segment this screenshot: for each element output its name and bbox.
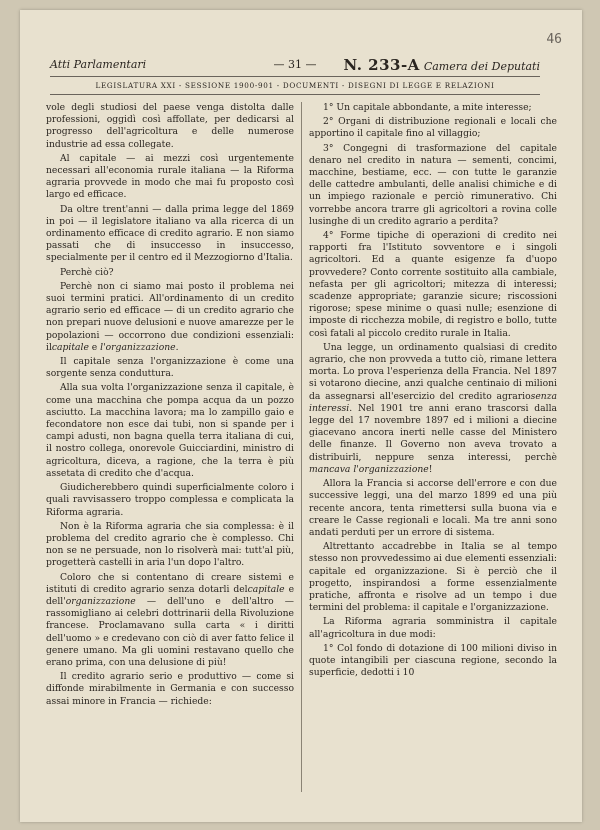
session-subheader: LEGISLATURA XXI - SESSIONE 1900-901 - DOCUMENTI - DISEGNI DI LEGGE E RELAZIONI xyxy=(95,81,495,90)
text-run: Perchè non ci siamo mai posto il problema nei suoi termini pratici. All'ordinamento di un credito agrario serio ed efficace — di un credito agrario che non prepari nuove delusioni e nuove amarezze per le popolazioni — occorrono due condizioni essenziali: il xyxy=(46,280,294,353)
text-run: Il capitale senza l'organizzazione è come una sorgente senza conduttura. xyxy=(46,356,294,380)
text-run: Alla sua volta l'organizzazione senza il capitale, è come una macchina che pompa acqua da un pozzo asciutto. La macchina lavora; ma lo zampillo gaio e fecondatore non esce dai tubi, non si spande per i campi adusti, non bagna quella terra italiana di cui, il nostro collega, onorevole Guicciardini, ministro di agricoltura, diceva, a ragione, che la terra è più assetata di credito che d'acqua. xyxy=(46,382,294,479)
header-right xyxy=(343,56,540,74)
text-run: e xyxy=(88,341,101,353)
text-run: Il credito agrario serio e produttivo — come si diffonde mirabilmente in Germania e con successo assai minore in Francia — richiede: xyxy=(46,671,294,707)
paragraph xyxy=(309,342,557,476)
paragraph xyxy=(46,572,294,670)
column-divider xyxy=(301,102,302,792)
handwritten-page-number: 46 xyxy=(546,32,562,47)
paragraph xyxy=(46,356,294,380)
text-run: Coloro che si contentano di creare sistemi e istituti di credito agrario senza dotarli del xyxy=(46,571,294,595)
paragraph xyxy=(309,102,557,114)
paragraph xyxy=(46,267,294,279)
text-run: 3° Congegni di trasformazione del capitale denaro nel credito in natura — sementi, concimi, macchine, bestiame, ecc. — con tutte le garanzie delle cattedre ambulanti, delle analisi chimiche e di un impiego razionale e perciò rimunerativo. Chi vorrebbe ancora trarre gli agricoltori a rovina colle lusinghe di un credito agrario a perdita? xyxy=(309,142,557,227)
paragraph xyxy=(46,281,294,354)
italic-text: capitale xyxy=(247,583,285,595)
paragraph xyxy=(309,143,557,228)
text-run: 1° Col fondo di dotazione di 100 milioni diviso in quote intangibili per ciascuna regione, secondo la superficie, dedotti i 10 xyxy=(309,642,557,679)
paragraph xyxy=(46,204,294,265)
paragraph xyxy=(46,521,294,570)
text-run: 4° Forme tipiche di operazioni di credito nei rapporti fra l'Istituto sovventore e i singoli agricoltori. Ed a quante esigenze fa d'uopo provvedere? Conto corrente sostituito alla cambiale, nefasta per gli agricoltori; mitezza di interessi; scadenze appropriate; garanzie sicure; riscossioni rigorose; spese minime o quasi nulle; esenzione di imposte di ricchezza mobile, di registro e bollo, tutte così fatali al piccolo credito rurale in Italia. xyxy=(309,230,557,339)
text-run: Non è la Riforma agraria che sia complessa: è il problema del credito agrario che è complesso. Chi non se ne persuade, non lo risolverà mai: tutt'al più, progetterà castelli in aria l'un dopo l'altro. xyxy=(46,520,294,569)
paragraph xyxy=(46,382,294,480)
text-run: Altrettanto accadrebbe in Italia se al tempo stesso non provvedessimo ai due elementi essenziali: capitale ed organizzazione. Si è perciò che il progetto, inspirandosi a forme essenzialmente pratiche, affronta e risolve ad un tempo i due termini del problema: il capitale e l'organizzazione. xyxy=(309,541,557,614)
text-run: ! xyxy=(428,463,433,475)
text-run: La Riforma agraria somministra il capitale all'agricoltura in due modi: xyxy=(309,616,557,640)
italic-text: organizzazione xyxy=(65,595,136,607)
italic-text: senza interessi xyxy=(309,390,557,414)
text-run: Al capitale — ai mezzi così urgentemente necessari all'economia rurale italiana — la Riforma agraria provvede in modo che mai fu proposto così largo ed efficace. xyxy=(46,152,294,201)
paragraph xyxy=(309,643,557,680)
right-column xyxy=(309,102,557,794)
italic-text: mancava l'organizzazione xyxy=(309,463,429,475)
text-run: 1° Un capitale abbondante, a mite interesse; xyxy=(323,102,532,113)
paragraph xyxy=(309,116,557,140)
text-run: Giudicherebbero quindi superficialmente coloro i quali ravvisassero troppo complessa e complicata la Riforma agraria. xyxy=(46,482,294,518)
paragraph xyxy=(309,478,557,539)
text-run: Una legge, un ordinamento qualsiasi di credito agrario, che non provveda a tutto ciò, rimane lettera morta. Lo prova l'esperienza della Francia. Nel 1897 si votarono diecine, anzi qualche centinaio di milioni da assegnarsi all'esercizio del credito agrario xyxy=(309,341,557,402)
header-page-number: — 31 — xyxy=(273,58,317,71)
paragraph xyxy=(309,616,557,640)
page-header xyxy=(50,56,540,74)
document-page xyxy=(20,10,582,822)
text-run: 2° Organi di distribuzione regionali e locali che apportino il capitale fino al villaggio; xyxy=(309,116,557,140)
text-run: vole degli studiosi del paese venga distolta dalle professioni, oggidì così affollate, per dedicarsi al progresso dell'agricoltura e delle numerose industrie ad essa collegate. xyxy=(46,102,294,150)
text-run: . xyxy=(175,341,179,353)
text-run: Perchè ciò? xyxy=(60,266,114,278)
paragraph xyxy=(46,482,294,519)
text-run: Allora la Francia si accorse dell'errore e con due successive leggi, una del marzo 1899 ed una più recente ancora, tenta rimettersi sulla buona via e creare le Casse regionali e locali. Ma tre anni sono andati perduti per un errore di sistema. xyxy=(309,478,557,538)
header-right-italic: Camera dei Deputati xyxy=(423,60,540,73)
text-run: . Nel 1901 tre anni erano trascorsi dalla legge del 17 novembre 1897 ed i milioni a diecine giacevano ancora inerti nelle casse del Ministero delle finanze. Il Governo non aveva trovato a distribuirli, neppure senza interessi, perchè xyxy=(309,402,557,463)
italic-text: l'organizzazione xyxy=(100,341,176,353)
text-run: — dell'uno e dell'altro — rassomigliano ai celebri dottrinarii della Rivoluzione francese. Proclamavano sulla carta « i diritti dell'uomo » e credevano con ciò di aver fatto felice il genere umano. Ma gli uomini restavano quello che erano prima, con una delusione di più! xyxy=(46,595,294,668)
paragraph xyxy=(46,153,294,202)
header-rule-top xyxy=(50,76,540,77)
paragraph xyxy=(309,230,557,340)
left-column xyxy=(46,102,294,794)
header-left: Atti Parlamentari xyxy=(50,58,147,71)
paragraph xyxy=(46,102,294,151)
paragraph xyxy=(46,671,294,708)
italic-text: capitale xyxy=(51,341,89,353)
paragraph xyxy=(309,541,557,614)
document-number: N. 233-A xyxy=(343,56,420,74)
text-run: e dell' xyxy=(46,583,294,607)
text-run: Da oltre trent'anni — dalla prima legge del 1869 in poi — il legislatore italiano va alla ricerca di un ordinamento efficace di credito agrario. E non siamo passati che di insuccesso in insuccesso, specialmente per il centro ed il Mezzogiorno d'Italia. xyxy=(46,203,294,264)
header-rule-bottom xyxy=(50,94,540,95)
